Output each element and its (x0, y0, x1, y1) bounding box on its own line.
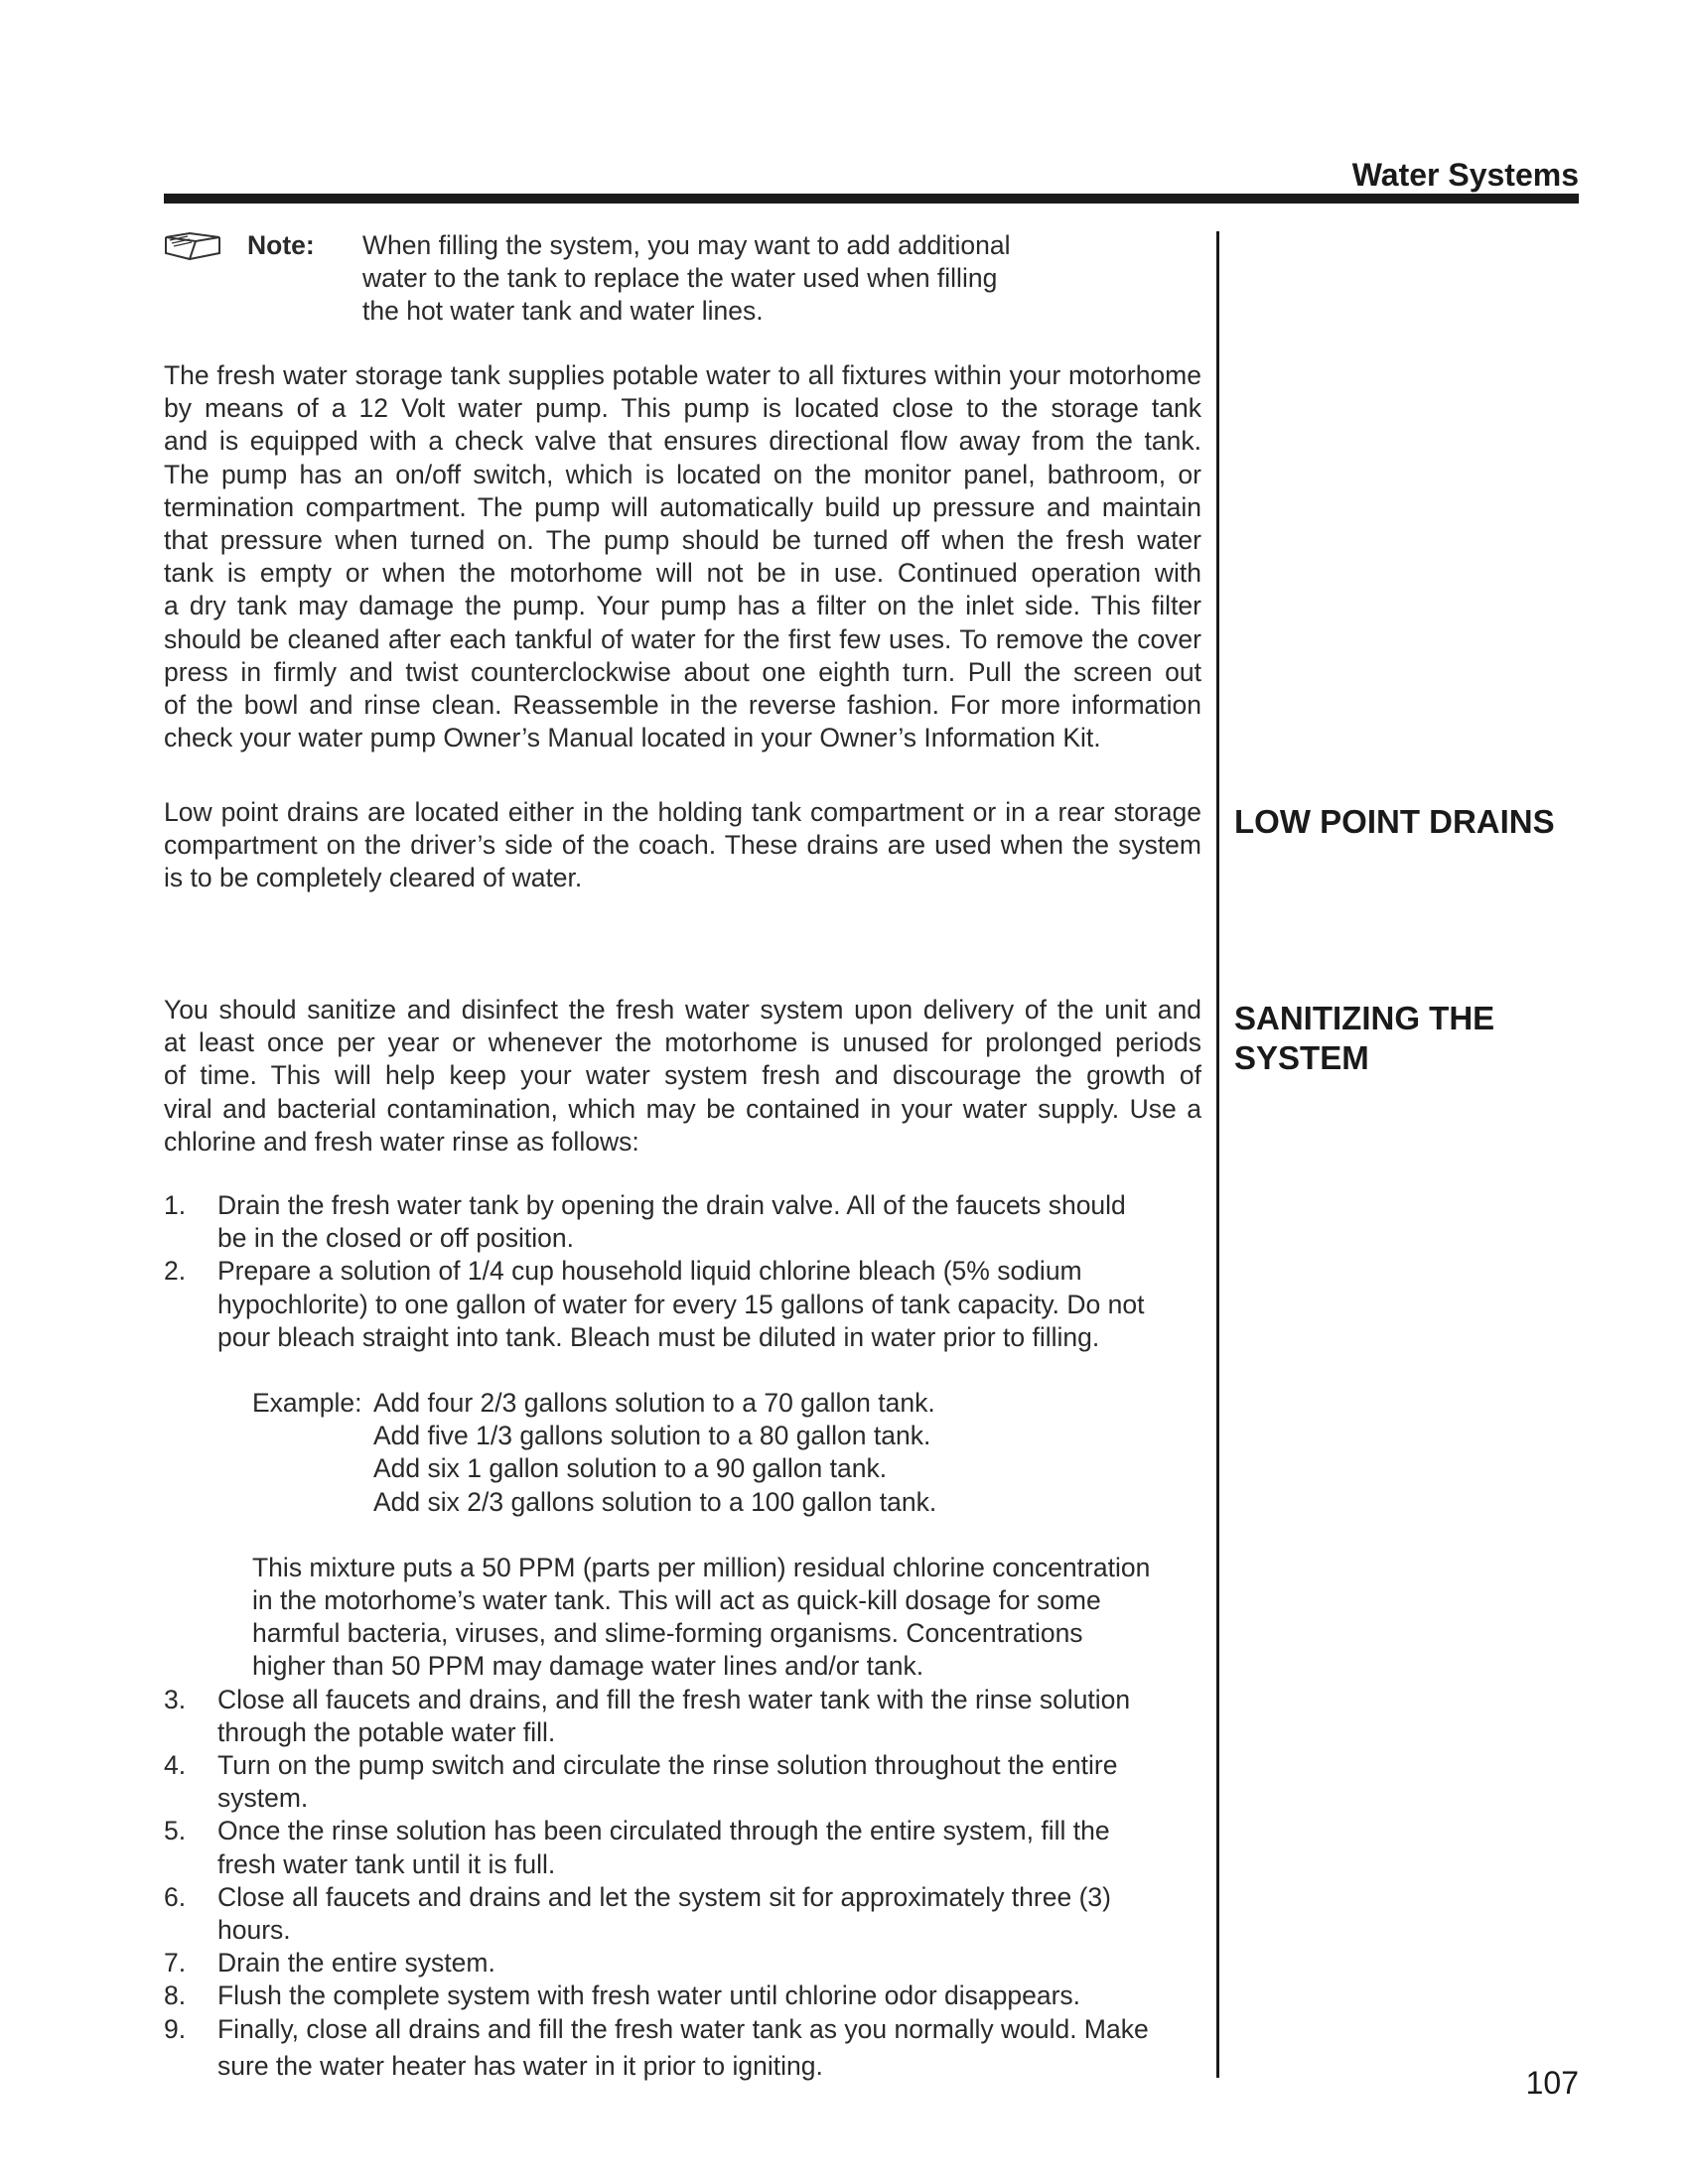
step-number: 7. (164, 1948, 187, 1979)
note-text (362, 229, 1057, 328)
example-line: Add six 2/3 gallons solution to a 100 gallon tank. (373, 1486, 937, 1517)
paragraph-line: that pressure when turned on. The pump should be turned off when the fresh water (164, 525, 1201, 556)
paragraph-line: check your water pump Owner’s Manual located in your Owner’s Information Kit. (164, 723, 1101, 753)
list-item (164, 1947, 1216, 1979)
step-line: Turn on the pump switch and circulate the rinse solution throughout the entire (217, 1750, 1118, 1781)
paragraph-line: by means of a 12 Volt water pump. This pump is located close to the storage tank (164, 393, 1201, 424)
step-line: fresh water tank until it is full. (217, 1848, 556, 1879)
paragraph-line: The fresh water storage tank supplies potable water to all fixtures within your motorhome (164, 360, 1201, 390)
sanitizing-heading-line: SANITIZING THE (1234, 1000, 1495, 1036)
list-item (164, 1749, 1216, 1815)
intro-paragraph (164, 359, 1201, 754)
book-icon (164, 231, 221, 261)
step-line: Close all faucets and drains and let the system sit for approximately three (3) (217, 1881, 1111, 1912)
step-number: 4. (164, 1750, 187, 1781)
low-point-drains-heading: LOW POINT DRAINS (1234, 803, 1555, 840)
sanitizing-heading-line: SYSTEM (1234, 1039, 1369, 1076)
step-line: through the potable water fill. (217, 1716, 556, 1747)
step-number: 3. (164, 1684, 187, 1714)
step-line: Flush the complete system with fresh water until chlorine odor disappears. (217, 1980, 1081, 2011)
mixture-line: in the motorhome’s water tank. This will act as quick-kill dosage for some (252, 1585, 1101, 1616)
step-line: system. (217, 1783, 309, 1814)
paragraph-line: tank is empty or when the motorhome will not be in use. Continued operation with (164, 558, 1201, 589)
paragraph-line: of time. This will help keep your water system fresh and discourage the growth of (164, 1060, 1201, 1091)
sanitizing-steps-list (164, 1189, 1216, 2083)
list-item (164, 1979, 1216, 2012)
step-line: pour bleach straight into tank. Bleach must be diluted in water prior to filling. (217, 1321, 1100, 1352)
note-line: the hot water tank and water lines. (362, 296, 764, 326)
column-divider (1216, 231, 1219, 2078)
step-number: 1. (164, 1190, 187, 1220)
example-block (252, 1387, 1216, 1519)
step-line: hypochlorite) to one gallon of water for every 15 gallons of tank capacity. Do not (217, 1289, 1145, 1319)
note-line: When filling the system, you may want to add additional (362, 230, 1011, 260)
paragraph-line: The pump has an on/off switch, which is located on the monitor panel, bathroom, or (164, 459, 1201, 489)
paragraph-line: press in firmly and twist counterclockwise about one eighth turn. Pull the screen out (164, 656, 1201, 687)
paragraph-line: is to be completely cleared of water. (164, 863, 583, 893)
paragraph-line: at least once per year or whenever the motorhome is unused for prolonged periods (164, 1027, 1201, 1058)
paragraph-line: You should sanitize and disinfect the fresh water system upon delivery of the unit and (164, 995, 1201, 1024)
step-line: Finally, close all drains and fill the fresh water tank as you normally would. Make (217, 2013, 1149, 2044)
example-line: Add five 1/3 gallons solution to a 80 gallon tank. (373, 1421, 931, 1451)
list-item (164, 2013, 1216, 2083)
step-line: Close all faucets and drains, and fill the fresh water tank with the rinse solution (217, 1684, 1131, 1714)
note-label: Note: (247, 230, 315, 260)
step-line: hours. (217, 1915, 291, 1946)
paragraph-line: Low point drains are located either in the holding tank compartment or in a rear storage (164, 797, 1201, 827)
step-line: Prepare a solution of 1/4 cup household liquid chlorine bleach (5% sodium (217, 1256, 1082, 1287)
paragraph-line: termination compartment. The pump will automatically build up pressure and maintain (164, 491, 1201, 522)
list-item (164, 1881, 1216, 1947)
step-number: 2. (164, 1256, 187, 1287)
mixture-line: higher than 50 PPM may damage water lines and/or tank. (252, 1651, 924, 1682)
list-item (164, 1189, 1216, 1255)
list-item (164, 1684, 1216, 1749)
page-header-title: Water Systems (1351, 157, 1579, 193)
paragraph-line: of the bowl and rinse clean. Reassemble in the reverse fashion. For more information (164, 690, 1201, 721)
paragraph-line: compartment on the driver’s side of the coach. These drains are used when the system (164, 830, 1201, 861)
step-number: 6. (164, 1881, 187, 1912)
paragraph-line: viral and bacterial contamination, which may be contained in your water supply. Use a (164, 1093, 1201, 1124)
paragraph-line: chlorine and fresh water rinse as follows: (164, 1126, 639, 1157)
example-label: Example: (252, 1388, 362, 1419)
step-line: Drain the fresh water tank by opening the drain valve. All of the faucets should (217, 1190, 1126, 1220)
example-line: Add four 2/3 gallons solution to a 70 gallon tank. (373, 1388, 935, 1419)
mixture-line: This mixture puts a 50 PPM (parts per million) residual chlorine concentration (252, 1552, 1151, 1582)
step-number: 9. (164, 2013, 187, 2044)
mixture-note (252, 1552, 1166, 1684)
step-line: sure the water heater has water in it prior to igniting. (217, 2050, 823, 2081)
paragraph-line: should be cleaned after each tankful of water for the first few uses. To remove the cover (164, 623, 1201, 654)
step-line: Once the rinse solution has been circulated through the entire system, fill the (217, 1816, 1110, 1846)
note-line: water to the tank to replace the water used when filling (362, 263, 998, 293)
step-number: 8. (164, 1980, 187, 2011)
step-line: Drain the entire system. (217, 1948, 495, 1979)
step-line: be in the closed or off position. (217, 1223, 574, 1254)
example-line: Add six 1 gallon solution to a 90 gallon tank. (373, 1453, 888, 1484)
sanitizing-heading (1234, 999, 1494, 1078)
paragraph-line: a dry tank may damage the pump. Your pump has a filter on the inlet side. This filter (164, 591, 1201, 621)
low-point-paragraph (164, 796, 1201, 895)
paragraph-line: and is equipped with a check valve that ensures directional flow away from the tank. (164, 426, 1201, 457)
page-number: 107 (1525, 2065, 1579, 2101)
step-number: 5. (164, 1816, 187, 1846)
mixture-line: harmful bacteria, viruses, and slime-forming organisms. Concentrations (252, 1618, 1083, 1649)
sanitizing-paragraph (164, 994, 1201, 1159)
list-item (164, 1815, 1216, 1880)
header-rule (164, 194, 1579, 204)
list-item (164, 1255, 1216, 1354)
